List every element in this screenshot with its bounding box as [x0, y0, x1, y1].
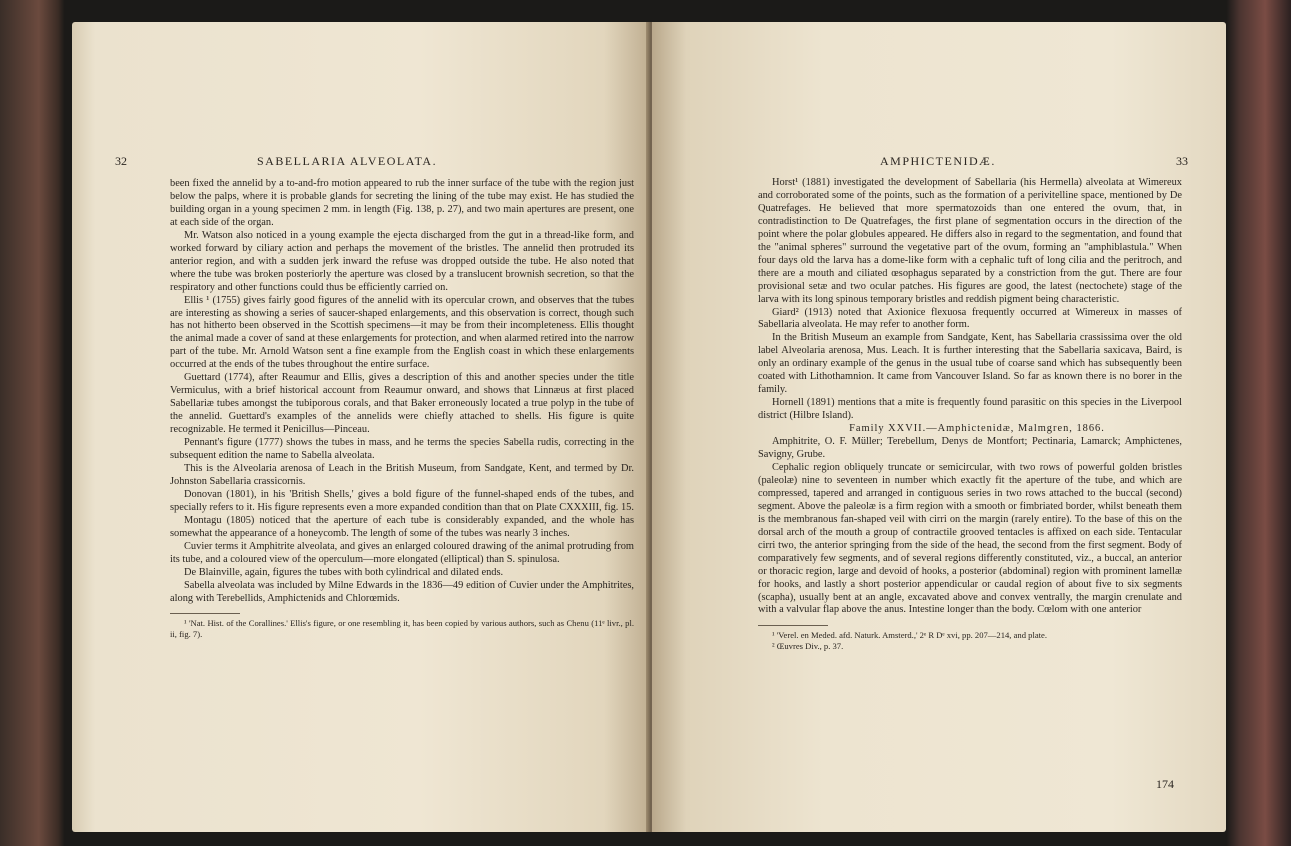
footnote: ¹ 'Verel. en Meded. afd. Naturk. Amsterd.,' 2ᵉ R Dᵉ xvi, pp. 207—214, and plate. — [772, 630, 1047, 641]
left-running-title: SABELLARIA ALVEOLATA. — [257, 154, 438, 168]
paragraph: De Blainville, again, figures the tubes with both cylindrical and dilated ends. — [184, 566, 504, 578]
paragraph: Hornell (1891) mentions that a mite is frequently found parasitic on this species in the Liverpool district (Hilbre Island). — [758, 397, 1182, 422]
paragraph: Pennant's figure (1777) shows the tubes in mass, and he terms the species Sabella rudis, correcting in the subsequent edition the name to Sabella alveolata. — [170, 437, 634, 462]
paragraph: Giard² (1913) noted that Axionice flexuosa frequently occurred at Wimereux in masses of Sabellaria alveolata. He may refer to another form. — [758, 306, 1182, 331]
family-heading: Family XXVII.—Amphictenidæ, Malmgren, 1866. — [849, 423, 1105, 435]
left-page-header — [72, 154, 650, 170]
footnote-rule — [758, 625, 828, 626]
paragraph: This is the Alveolaria arenosa of Leach in the British Museum, from Sandgate, Kent, and termed by Dr. Johnston Sabellaria crassicornis. — [170, 462, 634, 487]
paragraph: Guettard (1774), after Reaumur and Ellis, gives a description of this and another species under the title Vermiculus, with a brief historical account from Reaumur onward, and shows that Linnæus at first placed Sabellariæ tubes amongst the tubiporous corals, and that Baker erroneously located a true polyp in the tube of the annelid. Guettard's examples of the annelids were chiefly attached to shells. His figure is quite recognizable. He termed it Penicillus—Pinceau. — [170, 372, 634, 436]
right-page-body — [758, 177, 1182, 651]
left-page — [72, 22, 650, 832]
right-page-number: 33 — [1176, 154, 1188, 168]
left-page-number: 32 — [115, 154, 127, 168]
paragraph: been fixed the annelid by a to-and-fro motion appeared to rub the inner surface of the tube with the region just below the palps, where it is probable glands for secreting the lining of the tube may exist. He has studied the building organ in a young specimen 2 mm. in length (Fig. 138, p. 27), and two main apertures are present, one at each side of the organ. — [170, 178, 634, 228]
paragraph: Amphitrite, O. F. Müller; Terebellum, Denys de Montfort; Pectinaria, Lamarck; Amphictenes, Savigny, Grube. — [758, 436, 1182, 461]
paragraph: Sabella alveolata was included by Milne Edwards in the 1836—49 edition of Cuvier under the Amphitrites, along with Terebellids, Amphictenids and Chlorœmids. — [170, 579, 634, 604]
right-page-header — [652, 154, 1226, 170]
footnote: ² Œuvres Div., p. 37. — [772, 640, 844, 651]
paragraph: In the British Museum an example from Sandgate, Kent, has Sabellaria crassissima over the old label Alveolaria arenosa, Mus. Leach. It is further interesting that the Sabellaria saxicava, Baird, is only an ordinary example of the genus in the usual tube of coarse sand which has subsequently been coated with Lithothamnion. It came from Vancouver Island. So far as known there is no borer in the family. — [758, 332, 1182, 396]
paragraph: Montagu (1805) noticed that the aperture of each tube is considerably expanded, and the whole has somewhat the appearance of a honeycomb. The length of some of the tubes was nearly 3 inches. — [170, 514, 634, 539]
right-running-title: AMPHICTENIDÆ. — [880, 154, 996, 168]
paragraph: Cuvier terms it Amphitrite alveolata, and gives an enlarged coloured drawing of the animal protruding from its tube, and a coloured view of the operculum—more elongated (elliptical) than S. spinulosa. — [170, 540, 634, 565]
right-page — [652, 22, 1226, 832]
paragraph: Donovan (1801), in his 'British Shells,' gives a bold figure of the funnel-shaped ends of the tubes, and specially refers to it. His figure represents even a more expanded condition than that on Plate CXXXIII, fig. 15. — [170, 488, 634, 513]
signature-mark: 174 — [1156, 777, 1174, 791]
footnote-rule — [170, 613, 240, 614]
footnote: ¹ 'Nat. Hist. of the Corallines.' Ellis's figure, or one resembling it, has been copied by various authors, such as Chenu (11ᵉ livr., pl. ii, fig. 7). — [170, 618, 634, 639]
left-page-body — [170, 178, 634, 639]
paragraph: Cephalic region obliquely truncate or semicircular, with two rows of powerful golden bristles (paleolæ) nine to seventeen in number which exactly fit the aperture of the tube, and which are compressed, tapered and arranged in contiguous series in two rows attached to the buccal (second) segment. Above the paleolæ is a firm region with a smooth or fimbriated border, whilst beneath them is the membranous fan-shaped veil with cirri on the margin (rarely entire). To the base of this on the dorsal arch of the mouth a group of contractile grooved tentacles is affixed on each side. Tentacular cirri two, the anterior springing from the side of the head, the second from the first segment. Body of comparatively few segments, and of several regions differently constituted, viz., a buccal, an anterior or thoracic region, large and devoid of hooks, a posterior (abdominal) region with prominent lamellæ for hooks, and lastly a short posterior appendicular or caudal region of about five to six segments (scapha), usually bent at an angle, excavated above and convex ventrally, the margin crenulate and with a valvular flap above the anus. Intestine longer than the body. Cœlom with one anterior — [758, 461, 1182, 616]
paragraph: Horst¹ (1881) investigated the development of Sabellaria (his Hermella) alveolata at Wimereux and corroborated some of the points, such as the formation of a perivitelline space, mentioned by De Quatrefages. He believed that more spermatozoids than one entered the ovum, that, in contradistinction to De Quatrefages, the first plane of segmentation occurs in the direction of the point where the polar globules appeared. He differs also in regard to the segmentation, and found that the "animal spheres" surround the vegetative part of the ovum, forming an "amphiblastula." When four days old the larva has a dome-like form with a cephalic tuft of long cilia and the peritroch, and there are a mouth and ciliated œsophagus separated by a constriction from the gut. There are four provisional setæ and two ocular patches. His figures are good, the latest (nectochete) stage of the larva with its long spinous temporary bristles and reddish pigment being characteristic. — [758, 177, 1182, 305]
paragraph: Mr. Watson also noticed in a young example the ejecta discharged from the gut in a thread-like form, and worked forward by ciliary action and perhaps the movement of the bristles. The annelid then protruded its anterior region, and with a sudden jerk inward the refuse was dropped outside the tube. He also noted that where the tube was broken posteriorly the aperture was closed by a translucent brownish secretion, so that the respiratory and other functions could thus be efficiently carried on. — [170, 229, 634, 293]
paragraph: Ellis ¹ (1755) gives fairly good figures of the annelid with its opercular crown, and observes that the tubes are interesting as showing a series of saucer-shaped enlargements, and this observation is correct, though such has not hitherto been observed in the Scottish specimens—it may be from their incompleteness. Ellis thought the animal made a cover of sand at these enlargements for protection, and when alarmed retired into the narrow part of the tube. Mr. Arnold Watson sent a fine example from the English coast in which these enlargements occurred at the ends of the tubes throughout the entire surface. — [170, 294, 634, 371]
